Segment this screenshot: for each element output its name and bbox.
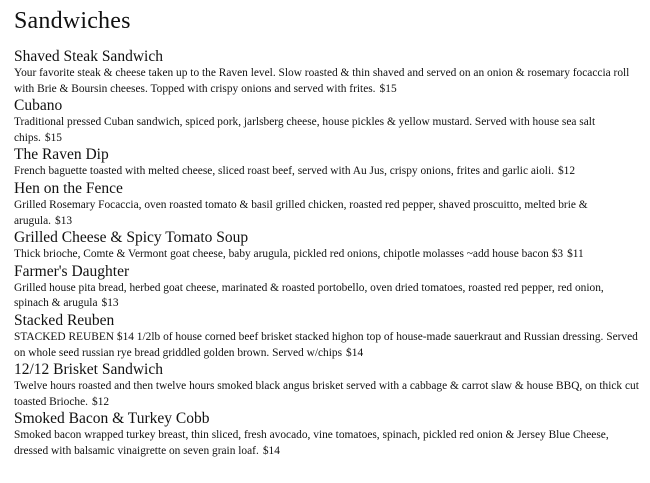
item-description-text: Grilled Rosemary Focaccia, oven roasted tomato & basil grilled chicken, roasted red pepper, shaved proscuitto, melted brie & arugula. xyxy=(14,198,588,227)
item-description-text: Grilled house pita bread, herbed goat cheese, marinated & roasted portobello, oven dried tomatoes, roasted red pepper, red onion, spinach & arugula xyxy=(14,281,604,310)
menu-item xyxy=(14,410,640,459)
menu-item xyxy=(14,229,640,263)
menu-item xyxy=(14,312,640,361)
item-description xyxy=(14,115,640,146)
menu-item xyxy=(14,361,640,410)
item-name: Farmer's Daughter xyxy=(14,262,130,280)
item-name: Grilled Cheese & Spicy Tomato Soup xyxy=(14,229,249,247)
item-description xyxy=(14,198,640,229)
item-description-text: Twelve hours roasted and then twelve hours smoked black angus brisket served with a cabbage & carrot slaw & house BBQ, on thick cut toasted Brioche. xyxy=(14,380,639,408)
item-description xyxy=(14,330,640,361)
item-price: $11 xyxy=(567,248,584,261)
item-price: $13 xyxy=(55,214,73,227)
item-description-text: Traditional pressed Cuban sandwich, spiced pork, jarlsberg cheese, house pickles & yellow mustard. Served with house sea salt chips. xyxy=(14,116,596,144)
section-title: Sandwiches xyxy=(14,8,131,34)
item-description-text: STACKED REUBEN $14 1/2lb of house corned beef brisket stacked highon top of house-made sauerkraut and Russian dressing. Served on whole seed russian rye bread griddled golden brown. Served w/chips xyxy=(14,330,638,359)
item-name: 12/12 Brisket Sandwich xyxy=(14,361,163,379)
item-description xyxy=(14,379,640,410)
item-name: Stacked Reuben xyxy=(14,311,115,329)
menu-page xyxy=(14,6,640,460)
item-price: $13 xyxy=(101,297,119,310)
item-price: $12 xyxy=(557,165,576,178)
menu-item xyxy=(14,180,640,229)
item-description xyxy=(14,247,640,263)
menu-item xyxy=(14,97,640,146)
menu-item xyxy=(14,146,640,180)
item-description-text: Your favorite steak & cheese taken up to the Raven level. Slow roasted & thin shaved and served on an onion & rosemary focaccia roll with Brie & Boursin cheeses. Topped with crispy onions and served with frites. xyxy=(14,67,630,95)
item-description xyxy=(14,66,640,97)
item-description-text: Thick brioche, Comte & Vermont goat cheese, baby arugula, pickled red onions, chipotle molasses ~add house bacon $3 xyxy=(14,248,564,261)
item-description xyxy=(14,281,640,312)
item-name: Shaved Steak Sandwich xyxy=(14,48,163,65)
item-description-text: Smoked bacon wrapped turkey breast, thin sliced, fresh avocado, vine tomatoes, spinach, pickled red onion & Jersey Blue Cheese, dressed with balsamic vinaigrette on seven grain loaf. xyxy=(14,429,609,457)
item-price: $14 xyxy=(262,444,280,457)
menu-list xyxy=(14,48,640,460)
item-description-text: French baguette toasted with melted cheese, sliced roast beef, served with Au Jus, crispy onions, frites and garlic aioli. xyxy=(14,165,554,178)
item-description xyxy=(14,164,640,180)
item-price: $15 xyxy=(44,131,62,144)
item-price: $14 xyxy=(346,346,364,359)
item-name: The Raven Dip xyxy=(14,146,109,164)
item-price: $15 xyxy=(379,82,397,95)
menu-item xyxy=(14,48,640,97)
menu-item xyxy=(14,263,640,312)
item-name: Cubano xyxy=(14,97,63,115)
item-name: Smoked Bacon & Turkey Cobb xyxy=(14,410,210,428)
item-name: Hen on the Fence xyxy=(14,179,123,197)
item-description xyxy=(14,428,640,459)
item-price: $12 xyxy=(92,395,110,408)
